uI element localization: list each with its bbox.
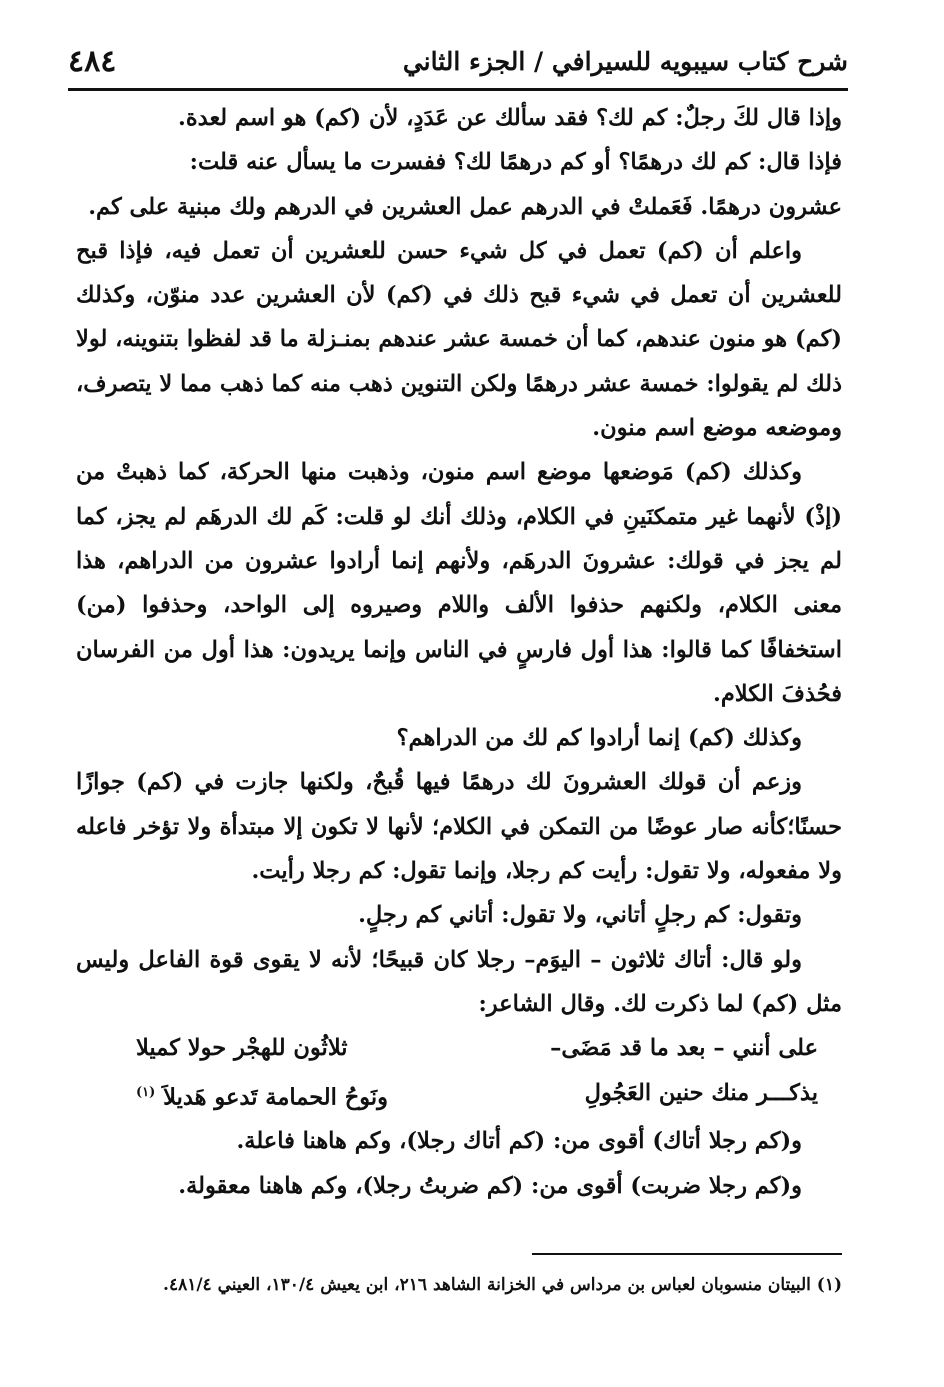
paragraph: وتقول: كم رجلٍ أتاني، ولا تقول: أتاني كم رجلٍ. (358, 902, 802, 929)
poetry-verse (76, 1026, 842, 1119)
paragraph: عشرون درهمًا. فَعَملتْ في الدرهم عمل العشرين في الدرهم ولك مبنية على كم. (88, 193, 842, 220)
verse-first-hemistich: يذكـــر منك حنين العَجُولِ (584, 1079, 818, 1106)
verse-second-hemistich-text: ونَوحُ الحمامة تَدعو هَديلاَ (163, 1084, 389, 1111)
verse-second-hemistich: ثلاثُون للهجْر حولا كميلا (136, 1035, 348, 1062)
verse-second-hemistich (136, 1071, 388, 1120)
page-header (68, 40, 848, 82)
paragraph: فإذا قال: كم لك درهمًا؟ أو كم درهمًا لك؟ ففسرت ما يسأل عنه قلت: (189, 149, 842, 176)
running-title: شرح كتاب سيبويه للسيرافي / الجزء الثاني (402, 46, 848, 76)
paragraph: وإذا قال لكَ رجلٌ: كم لك؟ فقد سألك عن عَدَدٍ، لأن (كم) هو اسم لعدة. (178, 105, 842, 131)
paragraph: ولو قال: أتاك ثلاثون – اليوَم– رجلا كان قبيحًا؛ لأنه لا يقوى قوة الفاعل وليس مثل (كم) لما ذكرت لك. وقال الشاعر: (76, 946, 842, 1017)
paragraph: وزعم أن قولك العشرونَ لك درهمًا فيها قُبحٌ، ولكنها جازت في (كم) جوازًا حسنًا؛كأنه صار عوضًا من التمكن في الكلام؛ لأنها لا تكون إلا مبتدأة ولا تؤخر فاعله ولا مفعوله، ولا تقول: رأيت كم رجلا، وإنما تقول: كم رجلا رأيت. (76, 769, 842, 885)
header-rule (68, 88, 848, 91)
verse-line (76, 1026, 842, 1070)
paragraph: وكذلك (كم) إنما أرادوا كم لك من الدراهم؟ (396, 725, 802, 752)
footnote-marker: (١) (136, 1084, 156, 1100)
page-body (76, 96, 842, 1208)
paragraph: و(كم رجلا ضربت) أقوى من: (كم ضربتُ رجلا)، وكم هاهنا معقولة. (178, 1172, 802, 1199)
page-number: ٤٨٤ (68, 43, 117, 79)
verse-first-hemistich: على أنني – بعد ما قد مَضَى– (550, 1035, 818, 1062)
footnote-rule (532, 1253, 842, 1255)
paragraph: و(كم رجلا أتاك) أقوى من: (كم أتاك رجلا)، وكم هاهنا فاعلة. (236, 1128, 802, 1155)
footnote: (١) البيتان منسوبان لعباس بن مرداس في الخزانة الشاهد ٢١٦، ابن يعيش ١٣٠/٤، العيني ٤٨١/٤. (163, 1275, 842, 1295)
verse-line (76, 1071, 842, 1120)
paragraph: واعلم أن (كم) تعمل في كل شيء حسن للعشرين أن تعمل فيه، فإذا قبح للعشرين أن تعمل في شيء قبح ذلك في (كم) لأن العشرين عدد منوّن، وكذلك (كم) هو منون عندهم، كما أن خمسة عشر عندهم بمنـزلة ما قد لفظوا بتنوينه، لولا ذلك لم يقولوا: خمسة عشر درهمًا ولكن التنوين ذهب منه كما ذهب مما لا يتصرف، وموضعه موضع اسم منون. (76, 237, 842, 442)
paragraph: وكذلك (كم) مَوضعها موضع اسم منون، وذهبت منها الحركة، كما ذهبتْ من (إذْ) لأنهما غير متمكنَينِ في الكلام، وذلك أنك لو قلت: كَم لك الدرهَم لم يجز، كما لم يجز في قولك: عشرونَ الدرهَم، ولأنهم إنما أرادوا عشرون من الدراهم، هذا معنى الكلام، ولكنهم حذفوا الألف واللام وصيروه إلى الواحد، وحذفوا (من) استخفافًا كما قالوا: هذا أول فارسٍ في الناس وإنما يريدون: هذا أول من الفرسان فحُذفَ الكلام. (76, 459, 842, 707)
